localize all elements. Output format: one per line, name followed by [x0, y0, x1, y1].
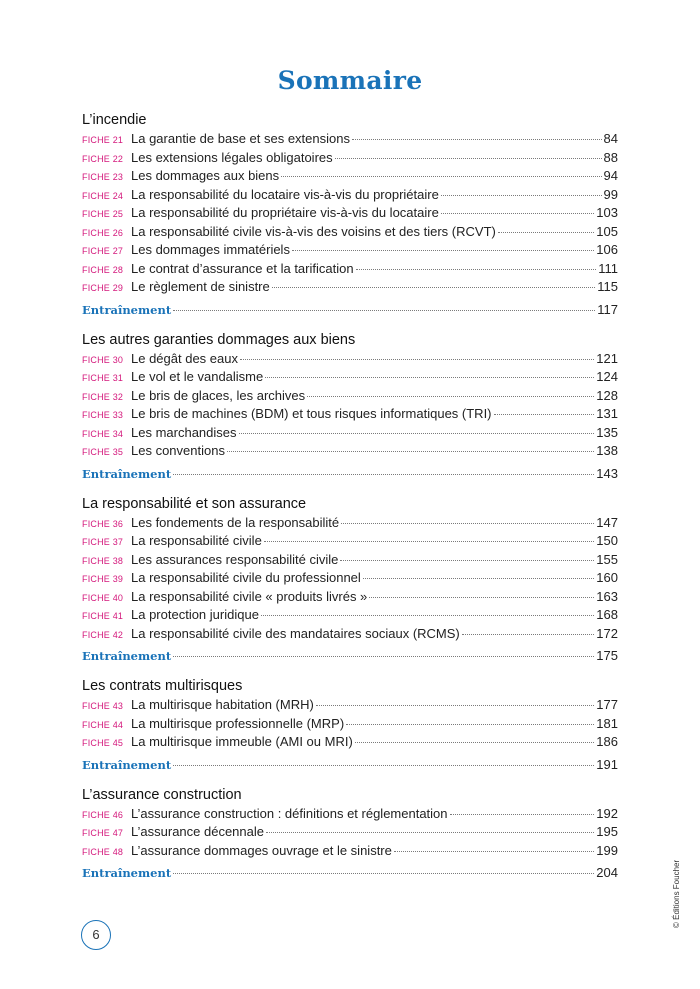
fiche-number: FICHE 24 — [82, 190, 124, 201]
toc-section — [82, 330, 618, 484]
fiche-number: FICHE 30 — [82, 354, 124, 365]
toc-entry[interactable] — [82, 405, 618, 424]
entry-title: La responsabilité civile des mandataires sociaux (RCMS) — [131, 625, 460, 641]
toc-entry[interactable] — [82, 842, 618, 861]
training-entry[interactable] — [82, 646, 618, 666]
entry-title: La multirisque habitation (MRH) — [131, 697, 314, 712]
dot-leader — [356, 269, 597, 270]
entry-page-number: 84 — [603, 131, 618, 146]
entry-page-number: 106 — [596, 242, 618, 257]
section-heading: L’assurance construction — [82, 786, 242, 803]
section-heading: Les autres garanties dommages aux biens — [82, 331, 356, 348]
dot-leader — [316, 705, 595, 706]
toc-entry[interactable] — [82, 805, 618, 824]
fiche-number: FICHE 43 — [82, 701, 124, 711]
fiche-number: FICHE 37 — [82, 537, 124, 547]
entry-page-number: 99 — [603, 186, 618, 202]
fiche-number: FICHE 31 — [82, 373, 124, 383]
fiche-number: FICHE 21 — [82, 135, 124, 145]
entry-page-number: 121 — [596, 350, 618, 366]
fiche-number: FICHE 44 — [82, 719, 124, 730]
entry-title: Les dommages aux biens — [131, 168, 280, 183]
fiche-number: FICHE 28 — [82, 264, 124, 275]
dot-leader — [264, 541, 595, 542]
entry-page-number: 163 — [596, 588, 618, 604]
entry-title: Le règlement de sinistre — [131, 279, 270, 294]
entry-page-number: 147 — [596, 514, 618, 530]
training-page-number: 143 — [596, 465, 618, 481]
toc-section — [82, 676, 618, 775]
toc-entry[interactable] — [82, 823, 618, 842]
table-of-contents — [82, 110, 618, 893]
training-page-number: 175 — [596, 648, 618, 663]
toc-entry[interactable] — [82, 149, 618, 168]
entry-title: L’assurance décennale — [131, 824, 264, 839]
entry-title: Les conventions — [131, 443, 225, 458]
fiche-number: FICHE 33 — [82, 410, 124, 420]
dot-leader — [498, 232, 594, 233]
toc-entry[interactable] — [82, 606, 618, 625]
page-number: 6 — [81, 920, 111, 950]
fiche-number: FICHE 47 — [82, 828, 124, 838]
entry-title: Le bris de machines (BDM) et tous risques informatiques (TRI) — [131, 406, 492, 421]
entry-page-number: 155 — [596, 551, 618, 567]
fiche-number: FICHE 36 — [82, 518, 124, 529]
dot-leader — [240, 359, 594, 360]
entry-page-number: 128 — [596, 387, 618, 403]
fiche-number: FICHE 25 — [82, 209, 124, 219]
toc-entry[interactable] — [82, 350, 618, 369]
toc-entry[interactable] — [82, 387, 618, 406]
fiche-number: FICHE 29 — [82, 283, 124, 293]
dot-leader — [265, 377, 594, 378]
training-label: Entraînement — [82, 757, 172, 772]
entry-page-number: 124 — [596, 369, 618, 384]
entry-page-number: 172 — [596, 625, 618, 641]
entry-page-number: 192 — [596, 805, 618, 821]
toc-entry[interactable] — [82, 223, 618, 242]
entry-page-number: 199 — [596, 842, 618, 858]
section-heading: Les contrats multirisques — [82, 678, 243, 694]
dot-leader — [227, 451, 594, 452]
entry-title: La responsabilité du locataire vis-à-vis du propriétaire — [131, 186, 439, 202]
fiche-number: FICHE 38 — [82, 555, 124, 566]
entry-title: Le vol et le vandalisme — [131, 369, 264, 384]
toc-entry[interactable] — [82, 551, 618, 570]
fiche-number: FICHE 42 — [82, 629, 124, 640]
dot-leader — [173, 656, 594, 657]
dot-leader — [173, 765, 594, 766]
training-page-number: 191 — [596, 756, 618, 772]
toc-entry[interactable] — [82, 532, 618, 551]
entry-title: Les dommages immatériels — [131, 242, 290, 257]
dot-leader — [494, 414, 595, 415]
entry-title: L’assurance construction : définitions et réglementation — [131, 805, 448, 821]
entry-title: Le dégât des eaux — [131, 350, 238, 366]
entry-page-number: 105 — [596, 223, 618, 239]
dot-leader — [173, 474, 594, 475]
dot-leader — [173, 310, 595, 311]
toc-entry[interactable] — [82, 260, 618, 279]
toc-entry[interactable] — [82, 368, 618, 387]
training-label: Entraînement — [82, 302, 172, 317]
fiche-number: FICHE 23 — [82, 172, 124, 182]
entry-page-number: 177 — [596, 697, 618, 712]
entry-page-number: 168 — [596, 607, 618, 622]
fiche-number: FICHE 46 — [82, 809, 124, 820]
entry-page-number: 94 — [603, 168, 618, 183]
training-entry[interactable] — [82, 863, 618, 883]
dot-leader — [369, 597, 594, 598]
toc-entry[interactable] — [82, 569, 618, 588]
entry-page-number: 186 — [596, 734, 618, 749]
training-entry[interactable] — [82, 464, 618, 484]
toc-section — [82, 494, 618, 667]
entry-title: La responsabilité du propriétaire vis-à-vis du locataire — [131, 205, 439, 220]
entry-title: La responsabilité civile du professionnel — [131, 570, 361, 585]
fiche-number: FICHE 27 — [82, 246, 124, 256]
fiche-number: FICHE 40 — [82, 592, 124, 603]
toc-entry[interactable] — [82, 241, 618, 260]
entry-page-number: 195 — [596, 824, 618, 839]
dot-leader — [394, 851, 594, 852]
toc-entry[interactable] — [82, 424, 618, 443]
fiche-number: FICHE 39 — [82, 574, 124, 584]
toc-entry[interactable] — [82, 625, 618, 644]
dot-leader — [341, 523, 594, 524]
entry-title: Le contrat d’assurance et la tarification — [131, 260, 354, 276]
training-label: Entraînement — [82, 466, 172, 481]
fiche-number: FICHE 22 — [82, 153, 124, 164]
dot-leader — [281, 176, 601, 177]
entry-page-number: 103 — [596, 205, 618, 220]
entry-page-number: 138 — [596, 443, 618, 458]
entry-page-number: 135 — [596, 424, 618, 440]
training-entry[interactable] — [82, 755, 618, 775]
entry-title: La responsabilité civile « produits livrés » — [131, 588, 368, 604]
training-label: Entraînement — [82, 649, 172, 663]
entry-title: La garantie de base et ses extensions — [131, 131, 350, 146]
dot-leader — [266, 832, 594, 833]
toc-entry[interactable] — [82, 733, 618, 752]
dot-leader — [261, 615, 594, 616]
toc-section — [82, 110, 618, 320]
toc-entry[interactable] — [82, 130, 618, 149]
dot-leader — [340, 560, 594, 561]
training-page-number: 204 — [596, 865, 618, 880]
toc-entry[interactable] — [82, 186, 618, 205]
entry-title: La responsabilité civile — [131, 533, 262, 548]
fiche-number: FICHE 32 — [82, 391, 124, 402]
entry-page-number: 160 — [596, 570, 618, 585]
toc-entry[interactable] — [82, 696, 618, 715]
dot-leader — [272, 287, 596, 288]
training-page-number: 117 — [597, 301, 618, 317]
entry-title: Les fondements de la responsabilité — [131, 514, 340, 530]
dot-leader — [307, 396, 594, 397]
fiche-number: FICHE 45 — [82, 738, 124, 748]
entry-title: La multirisque professionnelle (MRP) — [131, 715, 345, 731]
entry-title: Les assurances responsabilité civile — [131, 551, 339, 567]
dot-leader — [462, 634, 595, 635]
toc-entry[interactable] — [82, 167, 618, 186]
training-entry[interactable] — [82, 300, 618, 320]
fiche-number: FICHE 41 — [82, 611, 124, 621]
fiche-number: FICHE 48 — [82, 846, 124, 857]
entry-title: Les extensions légales obligatoires — [131, 149, 333, 165]
dot-leader — [335, 158, 602, 159]
dot-leader — [355, 742, 595, 743]
entry-page-number: 181 — [596, 715, 618, 731]
toc-entry[interactable] — [82, 204, 618, 223]
training-label: Entraînement — [82, 866, 172, 880]
dot-leader — [441, 195, 602, 196]
page-title: Sommaire — [277, 66, 423, 95]
dot-leader — [292, 250, 594, 251]
dot-leader — [173, 873, 594, 874]
entry-title: Les marchandises — [131, 424, 237, 440]
toc-entry[interactable] — [82, 588, 618, 607]
fiche-number: FICHE 26 — [82, 227, 124, 238]
entry-title: La responsabilité civile vis-à-vis des voisins et des tiers (RCVT) — [131, 223, 496, 239]
entry-page-number: 115 — [597, 279, 618, 294]
toc-entry[interactable] — [82, 278, 618, 297]
dot-leader — [346, 724, 594, 725]
entry-page-number: 131 — [596, 406, 618, 421]
dot-leader — [363, 578, 594, 579]
entry-title: La protection juridique — [131, 607, 259, 622]
dot-leader — [441, 213, 594, 214]
section-heading: L’incendie — [82, 112, 147, 128]
dot-leader — [352, 139, 602, 140]
toc-entry[interactable] — [82, 514, 618, 533]
fiche-number: FICHE 34 — [82, 428, 124, 439]
copyright-notice: © Éditions Foucher — [672, 859, 681, 928]
fiche-number: FICHE 35 — [82, 447, 124, 457]
section-heading: La responsabilité et son assurance — [82, 495, 307, 512]
toc-entry[interactable] — [82, 715, 618, 734]
entry-page-number: 150 — [596, 533, 618, 548]
toc-entry[interactable] — [82, 442, 618, 461]
entry-page-number: 88 — [603, 149, 618, 165]
toc-section — [82, 785, 618, 884]
dot-leader — [239, 433, 595, 434]
entry-title: La multirisque immeuble (AMI ou MRI) — [131, 734, 353, 749]
entry-title: L’assurance dommages ouvrage et le sinistre — [131, 842, 392, 858]
dot-leader — [450, 814, 595, 815]
entry-title: Le bris de glaces, les archives — [131, 387, 306, 403]
entry-page-number: 111 — [598, 260, 618, 276]
